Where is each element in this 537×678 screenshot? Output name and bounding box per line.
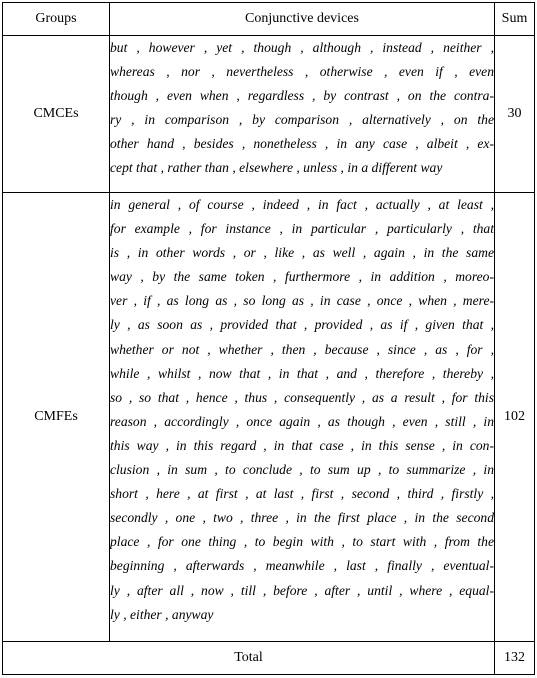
devices-line: for example , for instance , in particular , particularly , that — [110, 221, 494, 237]
sum-cell: 30 — [495, 36, 535, 193]
total-sum: 132 — [495, 642, 535, 675]
devices-line: while , whilst , now that , in that , and , therefore , thereby , — [110, 365, 494, 381]
table-row — [3, 36, 535, 193]
devices-text — [110, 36, 494, 181]
header-row — [3, 3, 535, 36]
total-row — [3, 642, 535, 675]
devices-line: short , here , at first , at last , first , second , third , firstly , — [110, 486, 494, 502]
devices-line: whether or not , whether , then , because , since , as , for , — [110, 341, 494, 357]
devices-line: secondly , one , two , three , in the first place , in the second — [110, 510, 494, 526]
header-sum: Sum — [495, 3, 535, 36]
devices-line: ver , if , as long as , so long as , in case , once , when , mere- — [110, 293, 494, 309]
header-groups: Groups — [3, 3, 110, 36]
devices-line: beginning , afterwards , meanwhile , last , finally , eventual- — [110, 558, 494, 574]
devices-line: whereas , nor , nevertheless , otherwise , even if , even — [110, 64, 494, 80]
devices-line: so , so that , hence , thus , consequently , as a result , for this — [110, 389, 494, 405]
devices-cell — [110, 193, 495, 642]
devices-line: cept that , rather than , elsewhere , unless , in a different way — [110, 160, 443, 176]
devices-cell — [110, 36, 495, 193]
devices-line: other hand , besides , nonetheless , in any case , albeit , ex- — [110, 136, 494, 152]
group-cell: CMFEs — [3, 193, 110, 642]
sum-cell: 102 — [495, 193, 535, 642]
conjunctive-devices-table — [2, 2, 535, 675]
table-row — [3, 193, 535, 642]
devices-line: reason , accordingly , once again , as though , even , still , in — [110, 413, 494, 429]
devices-line: ly , either , anyway — [110, 606, 214, 622]
devices-line: is , in other words , or , like , as well , again , in the same — [110, 245, 494, 261]
total-label: Total — [3, 642, 495, 675]
devices-line: ly , as soon as , provided that , provided , as if , given that , — [110, 317, 494, 333]
devices-line: but , however , yet , though , although , instead , neither , — [110, 40, 494, 55]
devices-line: clusion , in sum , to conclude , to sum up , to summarize , in — [110, 462, 494, 478]
devices-line: ry , in comparison , by comparison , alternatively , on the — [110, 112, 494, 128]
devices-line: place , for one thing , to begin with , to start with , from the — [110, 534, 494, 550]
devices-line: though , even when , regardless , by contrast , on the contra- — [110, 88, 494, 104]
devices-line: way , by the same token , furthermore , in addition , moreo- — [110, 269, 494, 285]
group-cell: CMCEs — [3, 36, 110, 193]
header-devices: Conjunctive devices — [110, 3, 495, 36]
devices-text — [110, 193, 494, 627]
devices-line: this way , in this regard , in that case , in this sense , in con- — [110, 437, 494, 453]
devices-line: ly , after all , now , till , before , after , until , where , equal- — [110, 582, 494, 598]
devices-line: in general , of course , indeed , in fact , actually , at least , — [110, 197, 494, 212]
